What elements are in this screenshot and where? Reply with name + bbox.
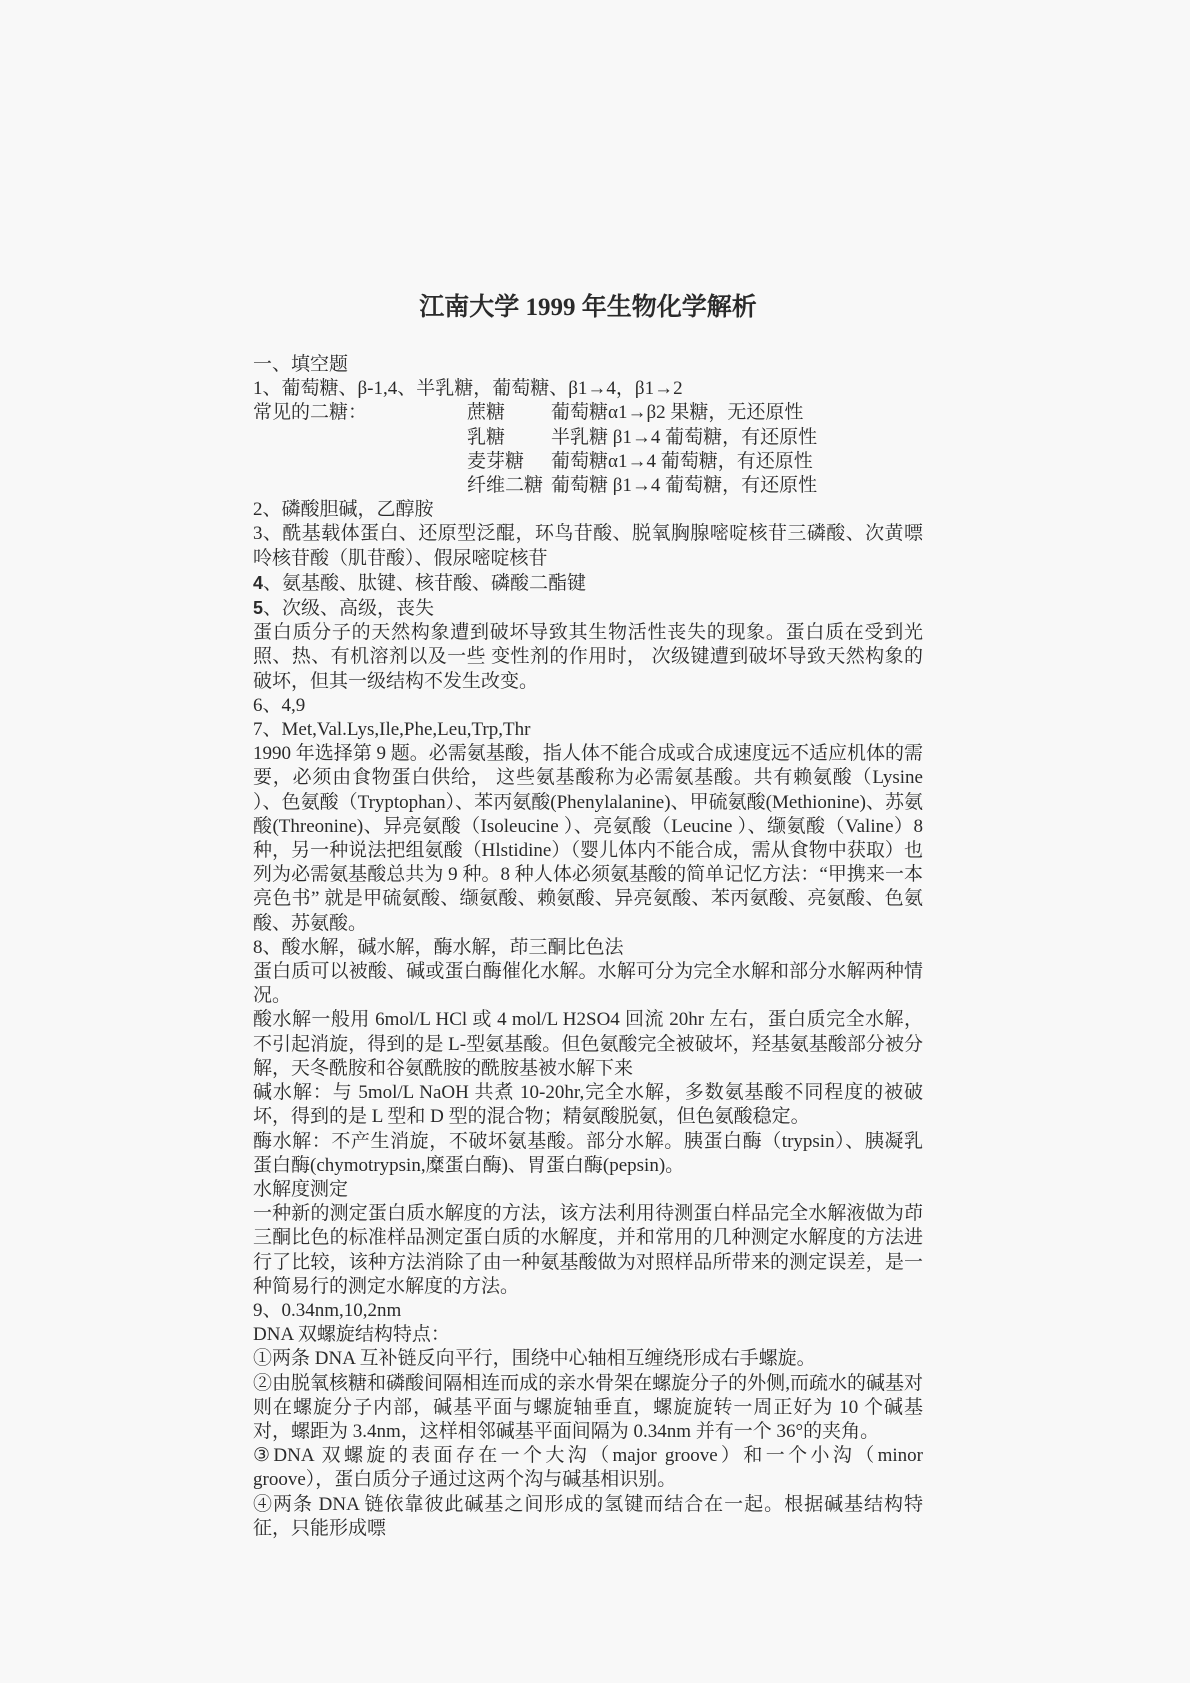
answer-paragraph [253,742,923,936]
answer-text: 酶水解：不产生消旋，不破坏氨基酸。部分水解。胰蛋白酶（trypsin）、胰凝乳蛋白酶(chymotrypsin,糜蛋白酶)、胃蛋白酶(pepsin)。 [253,1130,923,1176]
answer-text: 3、酰基载体蛋白、还原型泛醌，环鸟苷酸、脱氧胸腺嘧啶核苷三磷酸、次黄嘌呤核苷酸（肌苷酸）、假尿嘧啶核苷 [253,523,923,569]
answer-paragraph [253,1372,923,1445]
answer-line [253,353,923,377]
answer-line [253,694,923,718]
answer-paragraph [253,1081,923,1129]
answer-text: ③DNA 双螺旋的表面存在一个大沟（major groove）和一个小沟（minor groove），蛋白质分子通过这两个沟与碱基相识别。 [253,1445,923,1491]
answer-line [253,718,923,742]
answer-text: 蛋白质分子的天然构象遭到破坏导致其生物活性丧失的现象。蛋白质在受到光照、热、有机溶剂以及一些 变性剂的作用时， 次级键遭到破坏导致天然构象的破坏，但其一级结构不发生改变。 [253,622,923,692]
answer-paragraph [253,522,923,570]
answer-text: 8、酸水解，碱水解，酶水解，茚三酮比色法 [253,936,624,958]
answer-line [253,498,923,522]
answer-line [253,936,923,960]
answer-paragraph [253,1493,923,1541]
answer-text: 1990 年选择第 9 题。必需氨基酸，指人体不能合成或合成速度远不适应机体的需要，必须由食物蛋白供给， 这些氨基酸称为必需氨基酸。共有赖氨酸（Lysine ）、色氨酸（Tryptophan）、苯丙氨酸(Phenylalanine)、甲硫氨酸(Methionine)、苏氨酸(Threonine)、异亮氨酸（Isoleucine ）、亮氨酸（Leucine ）、缬氨酸（Valine）8 种，另一种说法把组氨酸（Hlstidine）（婴儿体内不能合成，需从食物中获取）也列为必需氨基酸总共为 9 种。8 种人体必须氨基酸的简单记忆方法：“甲携来一本亮色书” 就是甲硫氨酸、缬氨酸、赖氨酸、异亮氨酸、苯丙氨酸、亮氨酸、色氨酸、苏氨酸。 [253,743,923,934]
answer-text: 7、Met,Val.Lys,Ile,Phe,Leu,Trp,Thr [253,719,531,741]
answer-paragraph [253,1008,923,1081]
answer-text: 碱水解：与 5mol/L NaOH 共煮 10-20hr,完全水解，多数氨基酸不同程度的被破坏，得到的是 L 型和 D 型的混合物；精氨酸脱氨，但色氨酸稳定。 [253,1082,923,1128]
answer-line [253,571,923,596]
document-page [253,292,923,1541]
answer-text: 2、磷酸胆碱，乙醇胺 [253,499,434,521]
answer-text: 酸水解一般用 6mol/L HCl 或 4 mol/L H2SO4 回流 20hr 左右，蛋白质完全水解，不引起消旋，得到的是 L-型氨基酸。但色氨酸完全被破坏，羟基氨基酸部分被分解，天冬酰胺和谷氨酰胺的酰胺基被水解下来 [253,1009,923,1079]
answer-paragraph [253,1130,923,1178]
answer-paragraph [253,960,923,1008]
answer-paragraph [253,1202,923,1299]
answer-text: 水解度测定 [253,1178,349,1200]
answer-text: ④两条 DNA 链依靠彼此碱基之间形成的氢键而结合在一起。根据碱基结构特征，只能形成嘌 [253,1493,923,1539]
sugar-desc: 葡萄糖 β1→4 葡萄糖，有还原性 [551,475,818,497]
answer-text: 9、0.34nm,10,2nm [253,1299,402,1321]
disaccharide-row [467,401,923,425]
disaccharide-row [467,474,923,498]
answer-line [253,1299,923,1323]
answer-paragraph [253,621,923,694]
answer-text: 1、葡萄糖、β-1,4、半乳糖，葡萄糖、β1→4，β1→2 [253,378,683,400]
sugar-desc: 半乳糖 β1→4 葡萄糖，有还原性 [551,426,818,448]
answer-text: DNA 双螺旋结构特点： [253,1324,450,1346]
answer-text: 、次级、高级，丧失 [263,598,435,620]
answer-text: ①两条 DNA 互补链反向平行，围绕中心轴相互缠绕形成右手螺旋。 [253,1348,816,1370]
answer-line [253,1323,923,1347]
answer-text: 一、填空题 [253,354,349,375]
disaccharide-row [467,450,923,474]
sugar-name: 纤维二糖 [467,475,544,497]
disaccharide-label: 常见的二糖： [253,402,368,424]
answer-paragraph [253,1444,923,1492]
item-number-bold: 5 [253,598,264,619]
sugar-desc: 葡萄糖α1→β2 果糖，无还原性 [551,402,804,424]
answer-paragraph [253,1347,923,1371]
answer-text: 蛋白质可以被酸、碱或蛋白酶催化水解。水解可分为完全水解和部分水解两种情况。 [253,961,923,1007]
item-number-bold: 4 [253,572,264,593]
sugar-name: 蔗糖 [467,402,506,424]
answer-text: 一种新的测定蛋白质水解度的方法，该方法利用待测蛋白样品完全水解液做为茚三酮比色的标准样品测定蛋白质的水解度，并和常用的几种测定水解度的方法进行了比较，该种方法消除了由一种氨基酸做为对照样品所带来的测定误差，是一种简易行的测定水解度的方法。 [253,1203,923,1297]
disaccharide-rows [467,401,923,498]
answer-line [253,377,923,401]
document-body [253,353,923,1541]
sugar-name: 乳糖 [467,426,506,448]
answer-line [253,596,923,621]
sugar-name: 麦芽糖 [467,450,525,472]
answer-text: ②由脱氧核糖和磷酸间隔相连而成的亲水骨架在螺旋分子的外侧,而疏水的碱基对则在螺旋分子内部，碱基平面与螺旋轴垂直，螺旋旋转一周正好为 10 个碱基对，螺距为 3.4nm，这样相邻碱基平面间隔为 0.34nm 并有一个 36°的夹角。 [253,1372,923,1442]
document-title: 江南大学 1999 年生物化学解析 [419,294,757,321]
answer-text: 6、4,9 [253,694,306,716]
answer-text: 、氨基酸、肽键、核苷酸、磷酸二酯键 [263,572,587,594]
sugar-desc: 葡萄糖α1→4 葡萄糖，有还原性 [551,450,813,472]
disaccharide-row [467,426,923,450]
answer-line [253,1178,923,1202]
disaccharide-table [253,401,923,498]
